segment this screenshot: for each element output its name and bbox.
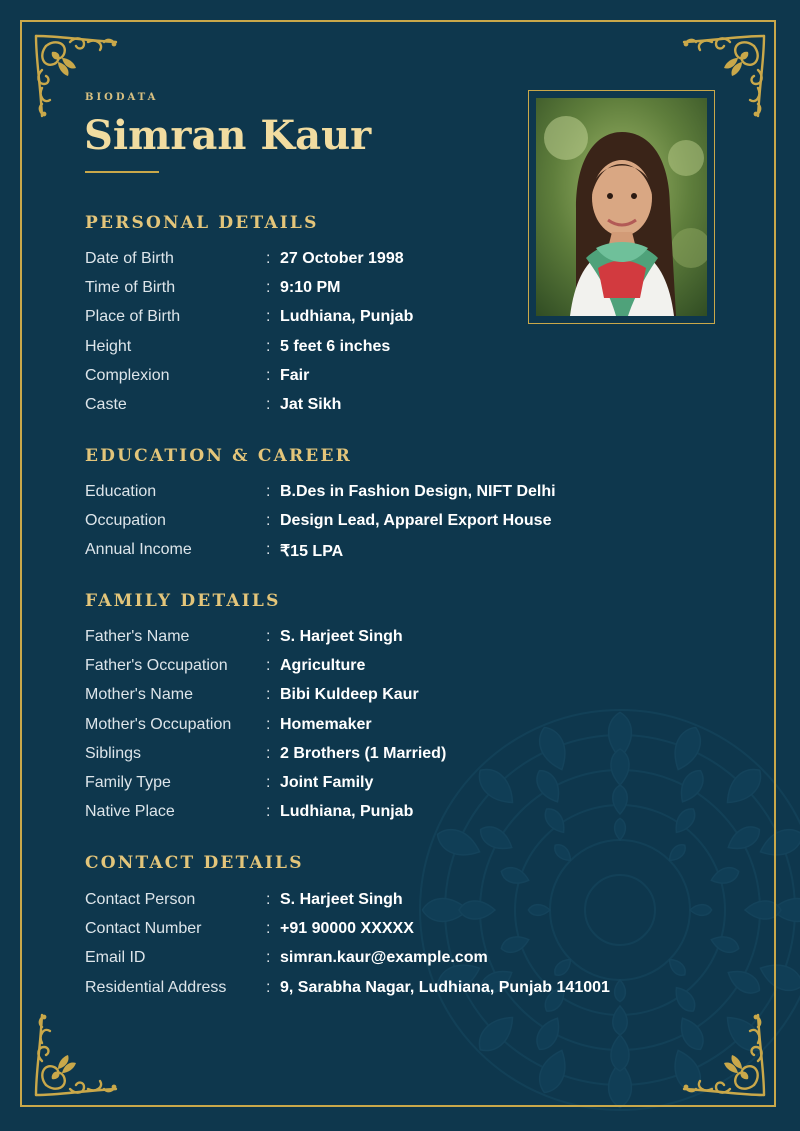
detail-label: Annual Income: [85, 541, 192, 559]
detail-separator: :: [266, 279, 271, 297]
detail-separator: :: [266, 978, 271, 996]
detail-separator: :: [266, 657, 271, 675]
detail-value: +91 90000 XXXXX: [280, 920, 414, 938]
detail-label: Education: [85, 483, 157, 500]
detail-value: Agriculture: [280, 657, 366, 675]
detail-label: Mother's Occupation: [85, 715, 232, 733]
detail-separator: :: [266, 541, 271, 559]
detail-separator: :: [266, 628, 271, 645]
detail-label: Place of Birth: [85, 308, 181, 326]
detail-value: Ludhiana, Punjab: [280, 803, 414, 821]
detail-label: Complexion: [85, 366, 170, 384]
detail-separator: :: [266, 715, 271, 733]
detail-label: Father's Name: [85, 628, 190, 645]
section-title: PERSONAL DETAILS: [85, 213, 319, 233]
detail-label: Contact Person: [85, 891, 196, 908]
photo-frame: [528, 90, 715, 324]
detail-value: Fair: [280, 366, 310, 384]
detail-label: Time of Birth: [85, 279, 176, 297]
biodata-eyebrow: BIODATA: [85, 92, 159, 103]
detail-label: Siblings: [85, 744, 142, 762]
detail-label: Native Place: [85, 803, 175, 821]
detail-label: Mother's Name: [85, 686, 193, 704]
detail-value: Design Lead, Apparel Export House: [280, 512, 552, 530]
portrait-photo: [536, 98, 707, 316]
detail-value: ₹15 LPA: [280, 543, 344, 561]
detail-label: Caste: [85, 396, 127, 413]
detail-value: Jat Sikh: [280, 396, 342, 413]
detail-value: simran.kaur@example.com: [280, 949, 488, 967]
detail-label: Email ID: [85, 949, 146, 967]
detail-separator: :: [266, 308, 271, 326]
detail-separator: :: [266, 250, 271, 267]
detail-value: 2 Brothers (1 Married): [280, 744, 447, 762]
detail-value: S. Harjeet Singh: [280, 891, 403, 908]
detail-separator: :: [266, 774, 271, 791]
detail-separator: :: [266, 803, 271, 821]
name-underline: [85, 171, 159, 173]
portrait-photo-icon: [536, 98, 707, 316]
detail-value: B.Des in Fashion Design, NIFT Delhi: [280, 483, 556, 500]
detail-label: Height: [85, 337, 132, 355]
detail-separator: :: [266, 512, 271, 530]
detail-value: Joint Family: [280, 774, 374, 791]
detail-separator: :: [266, 483, 271, 500]
detail-label: Family Type: [85, 774, 171, 791]
detail-label: Date of Birth: [85, 250, 174, 267]
section-title: CONTACT DETAILS: [85, 853, 304, 873]
detail-value: 5 feet 6 inches: [280, 337, 391, 355]
corner-ornament-icon: [678, 1009, 770, 1101]
detail-value: 9, Sarabha Nagar, Ludhiana, Punjab 141001: [280, 978, 610, 996]
detail-label: Occupation: [85, 512, 166, 530]
detail-separator: :: [266, 949, 271, 967]
detail-value: 9:10 PM: [280, 279, 341, 297]
section-title: EDUCATION & CAREER: [85, 446, 352, 466]
detail-separator: :: [266, 337, 271, 355]
detail-separator: :: [266, 891, 271, 908]
detail-separator: :: [266, 686, 271, 704]
detail-value: 27 October 1998: [280, 250, 404, 267]
detail-separator: :: [266, 366, 271, 384]
detail-separator: :: [266, 396, 271, 413]
corner-ornament-icon: [30, 1009, 122, 1101]
detail-value: Bibi Kuldeep Kaur: [280, 686, 419, 704]
corner-ornament-icon: [30, 30, 122, 122]
section-title: FAMILY DETAILS: [85, 591, 281, 611]
detail-label: Father's Occupation: [85, 657, 228, 675]
detail-separator: :: [266, 920, 271, 938]
person-name: Simran Kaur: [84, 112, 372, 159]
detail-value: Ludhiana, Punjab: [280, 308, 414, 326]
detail-value: S. Harjeet Singh: [280, 628, 403, 645]
detail-separator: :: [266, 744, 271, 762]
detail-label: Residential Address: [85, 978, 227, 996]
detail-value: Homemaker: [280, 715, 372, 733]
detail-label: Contact Number: [85, 920, 202, 938]
